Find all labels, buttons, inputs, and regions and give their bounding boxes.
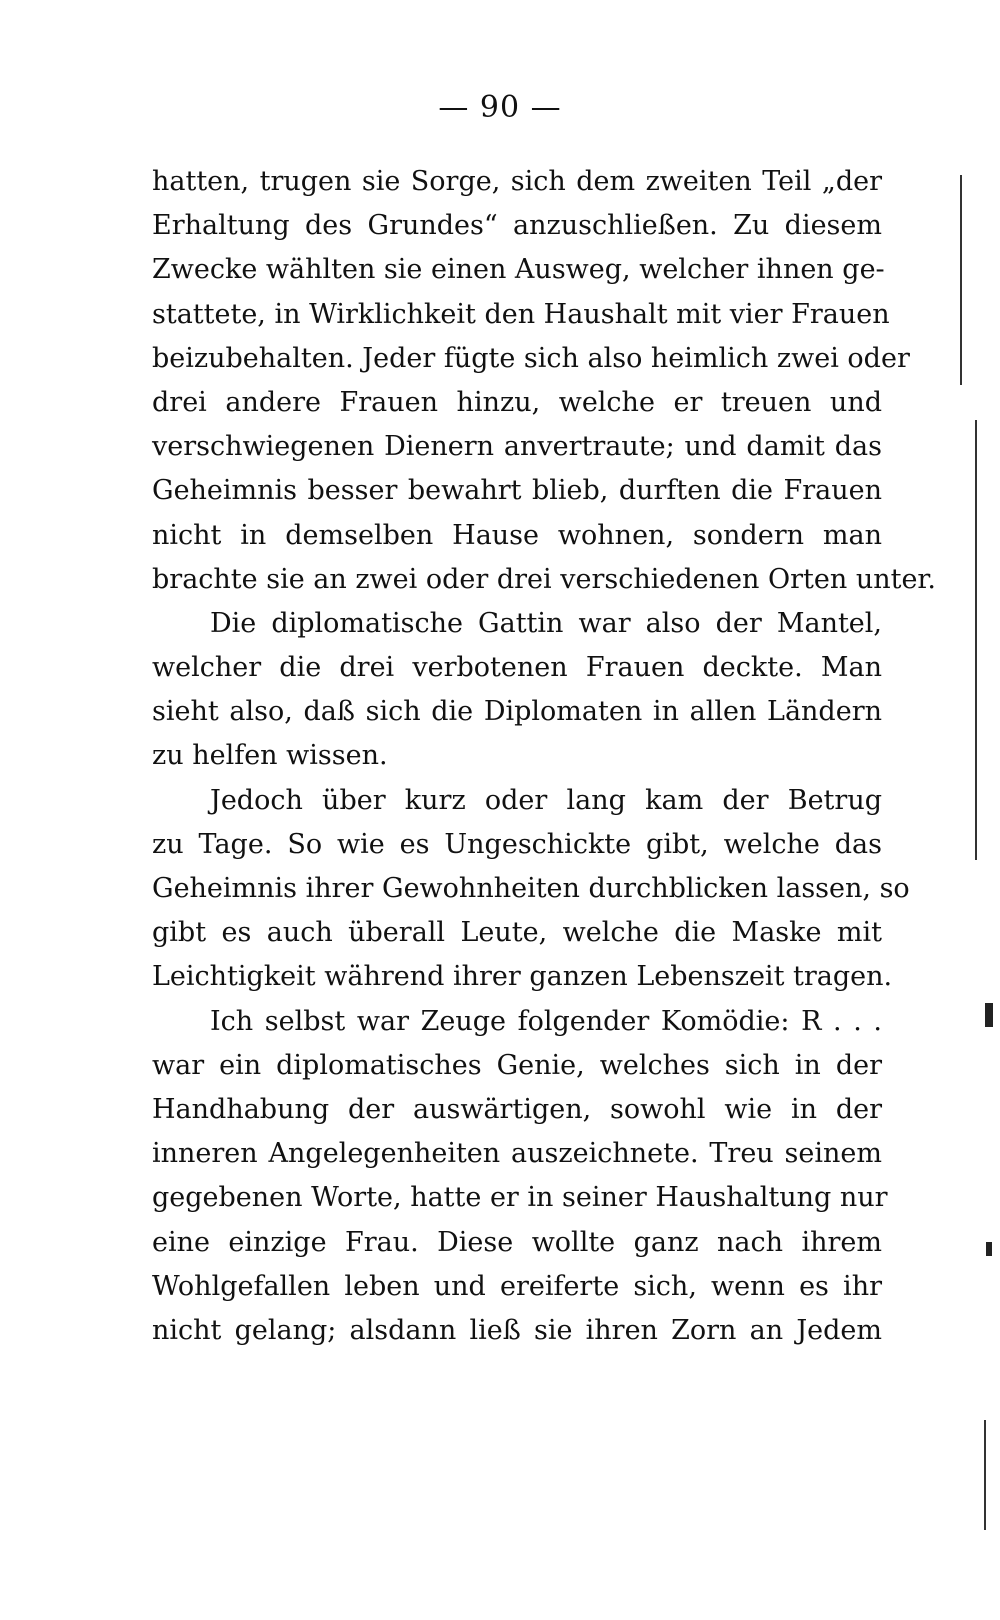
text-line: Handhabung der auswärtigen, sowohl wie in der [152, 1093, 882, 1125]
text-line: Geheimnis ihrer Gewohnheiten durchblicken lassen, so [152, 873, 910, 904]
page-number: — 90 — [438, 90, 562, 125]
text-line: stattete, in Wirklichkeit den Haushalt mit vier Frauen [152, 298, 890, 330]
text-line: gibt es auch überall Leute, welche die Maske mit [152, 917, 882, 949]
text-line: Erhaltung des Grundes“ anzuschließen. Zu diesem [152, 210, 882, 242]
text-line: war ein diplomatisches Genie, welches sich in der [152, 1049, 882, 1081]
scan-edge-line [960, 175, 962, 385]
body-text [152, 160, 936, 1353]
text-line: Wohlgefallen leben und ereiferte sich, wenn es ihr [152, 1270, 882, 1302]
text-line: brachte sie an zwei oder drei verschiedenen Orten unter. [152, 563, 936, 595]
text-line: eine einzige Frau. Diese wollte ganz nach ihrem [152, 1226, 882, 1258]
text-line: gegebenen Worte, hatte er in seiner Haushaltung nur [152, 1182, 888, 1214]
text-line: Leichtigkeit während ihrer ganzen Lebenszeit tragen. [152, 961, 893, 993]
text-line: Die diplomatische Gattin war also der Mantel, [210, 607, 882, 639]
text-line: nicht gelang; alsdann ließ sie ihren Zorn an Jedem [152, 1314, 882, 1346]
text-line: zu helfen wissen. [152, 740, 388, 772]
text-line: nicht in demselben Hause wohnen, sondern man [152, 519, 882, 551]
text-line: welcher die drei verbotenen Frauen deckte. Man [152, 652, 882, 684]
text-line: drei andere Frauen hinzu, welche er treuen und [152, 386, 882, 418]
text-line: Ich selbst war Zeuge folgender Komödie: R . . . [210, 1005, 882, 1037]
text-line: verschwiegenen Dienern anvertraute; und damit das [152, 431, 882, 463]
text-line: inneren Angelegenheiten auszeichnete. Treu seinem [152, 1138, 882, 1170]
text-line: Geheimnis besser bewahrt blieb, durften die Frauen [152, 475, 882, 507]
scan-edge-mark [985, 1003, 993, 1027]
text-line: hatten, trugen sie Sorge, sich dem zweiten Teil „der [152, 166, 882, 197]
scan-edge-line [984, 1420, 986, 1530]
text-line: Jedoch über kurz oder lang kam der Betrug [210, 784, 882, 816]
scan-edge-line [975, 420, 977, 860]
text-line: zu Tage. So wie es Ungeschickte gibt, welche das [152, 828, 882, 860]
text-line: Zwecke wählten sie einen Ausweg, welcher ihnen ge- [152, 254, 885, 286]
text-line: sieht also, daß sich die Diplomaten in allen Ländern [152, 696, 882, 728]
text-line: beizubehalten. Jeder fügte sich also heimlich zwei oder [152, 342, 910, 374]
scan-edge-mark [986, 1242, 992, 1256]
